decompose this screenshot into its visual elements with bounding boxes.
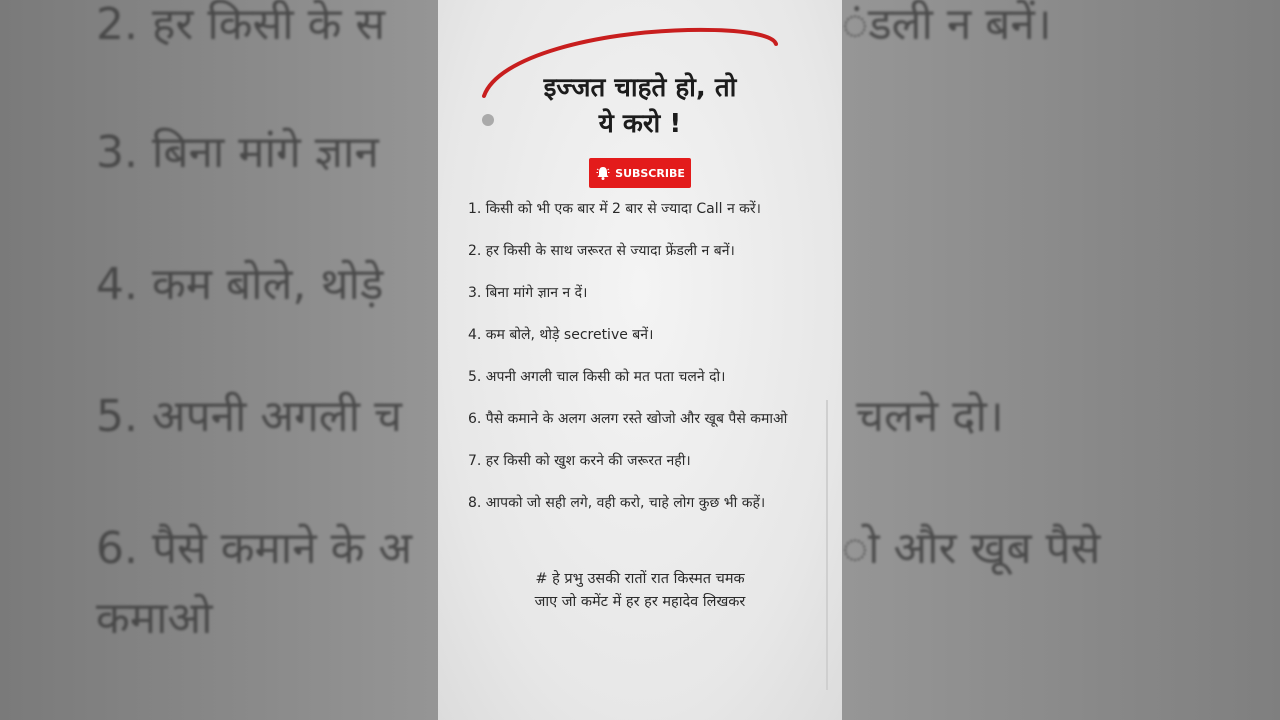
bg-text-left: 5. अपनी अगली च bbox=[96, 391, 402, 442]
bg-text-right: ंडली न बनें। bbox=[842, 0, 1052, 50]
paper-edge bbox=[826, 400, 828, 690]
shorts-frame bbox=[438, 0, 842, 720]
list-item: 8. आपको जो सही लगे, वही करो, चाहे लोग कुछ भी कहें। bbox=[468, 495, 766, 511]
list-item: 5. अपनी अगली चाल किसी को मत पता चलने दो। bbox=[468, 369, 726, 385]
bell-icon bbox=[595, 165, 611, 181]
list-item: 4. कम बोले, थोड़े secretive बनें। bbox=[468, 327, 654, 343]
subscribe-button[interactable] bbox=[589, 158, 691, 188]
list-item: 6. पैसे कमाने के अलग अलग रस्ते खोजो और खूब पैसे कमाओ bbox=[468, 411, 788, 427]
footer-note bbox=[438, 568, 842, 614]
bg-text-right: चलने दो। bbox=[856, 391, 1004, 442]
title-line-1: इज्जत चाहते हो, तो bbox=[543, 73, 737, 103]
ink-dot bbox=[482, 114, 494, 126]
bg-text-left: 2. हर किसी के स bbox=[96, 0, 386, 50]
footer-line-1: # हे प्रभु उसकी रातों रात किस्मत चमक bbox=[535, 571, 745, 587]
bg-text-left: कमाओ bbox=[96, 593, 213, 644]
bg-text-left: 6. पैसे कमाने के अ bbox=[96, 523, 412, 574]
title-line-2: ये करो ! bbox=[598, 109, 682, 139]
bg-text-left: 4. कम बोले, थोड़े bbox=[96, 259, 384, 310]
list-item: 1. किसी को भी एक बार में 2 बार से ज्यादा Call न करें। bbox=[468, 201, 761, 217]
list-item: 3. बिना मांगे ज्ञान न दें। bbox=[468, 285, 588, 301]
page-title bbox=[438, 70, 842, 142]
tips-list bbox=[468, 198, 820, 534]
bg-text-left: 3. बिना मांगे ज्ञान bbox=[96, 127, 379, 178]
list-item: 7. हर किसी को खुश करने की जरूरत नही। bbox=[468, 453, 691, 469]
footer-line-2: जाए जो कमेंट में हर हर महादेव लिखकर bbox=[534, 594, 746, 610]
bg-text-right: ो और खूब पैसे bbox=[842, 523, 1101, 574]
list-item: 2. हर किसी के साथ जरूरत से ज्यादा फ्रेंडली न बनें। bbox=[468, 243, 735, 259]
subscribe-label: SUBSCRIBE bbox=[615, 166, 685, 180]
